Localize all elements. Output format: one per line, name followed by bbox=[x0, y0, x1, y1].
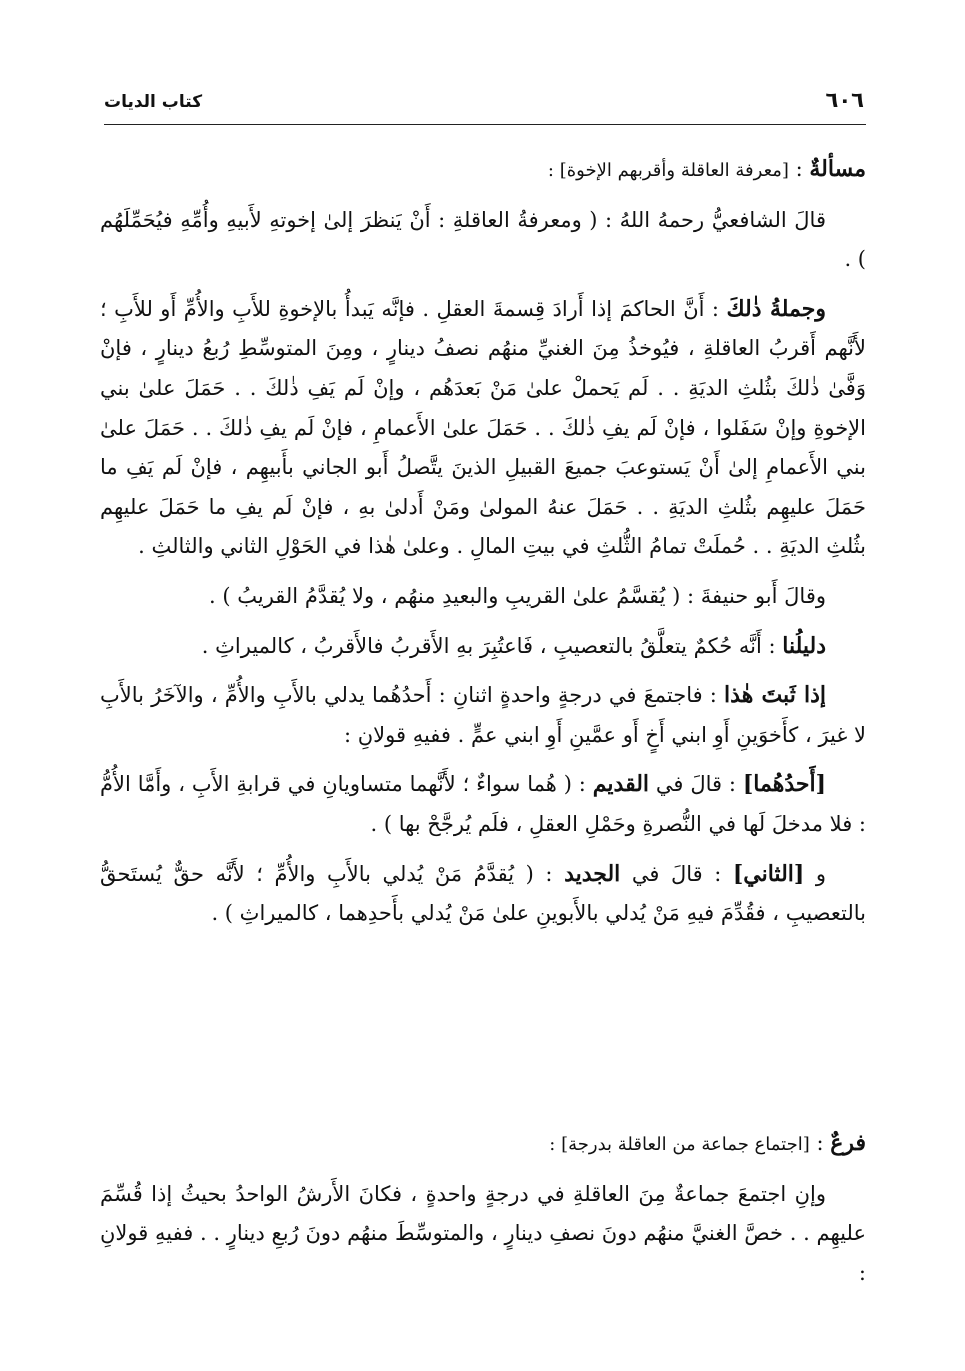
shafii-quote bbox=[100, 201, 866, 280]
running-header bbox=[104, 86, 864, 122]
branch-heading bbox=[100, 1124, 866, 1165]
first-opinion-old-view: القديم bbox=[592, 771, 650, 798]
summary-lead: وجملةُ ذٰلكَ bbox=[726, 295, 826, 322]
branch-topic: [اجتماع جماعة من العاقلة بدرجة] : bbox=[549, 1134, 810, 1155]
first-opinion-lead: [أَحدُهُما] bbox=[742, 771, 826, 798]
shafii-quote-text: قالَ الشافعيُّ رحمهُ اللهُ : ( ومعرفةُ العاقلةِ : أَنْ يَنظرَ إلىٰ إخوتهِ لأَبيهِ وأُمِّهِ فيُحَمِّلَهُم ) . bbox=[100, 207, 866, 272]
second-opinion-paragraph bbox=[100, 855, 866, 934]
established-lead: إذا ثَبتَ هٰذا bbox=[724, 682, 826, 709]
second-opinion-prefix: و bbox=[804, 861, 826, 886]
main-text bbox=[100, 150, 866, 944]
issue-separator: : bbox=[788, 157, 810, 181]
book-title: كتاب الديات bbox=[104, 92, 203, 112]
first-opinion-paragraph bbox=[100, 765, 866, 844]
evidence-text: : أَنَّه حُكمٌ يتعلَّقُ بالتعصيبِ ، فَاعتُبِرَ بهِ الأَقربُ فالأَقربُ ، كالميراثِ . bbox=[201, 633, 783, 658]
branch-text: وإنِ اجتمعَ جماعةٌ مِنَ العاقلةِ في درجةٍ واحدةٍ ، فكانَ الأَرشُ الواحدُ بحيثُ إذا قُسِّمَ عليهِم . . خصَّ الغنيَّ منهُم دونَ نصفِ دينارٍ ، والمتوسِّطَ منهُم دونَ رُبعِ دينارٍ . . ففيهِ قولانِ : bbox=[100, 1181, 866, 1285]
branch-section bbox=[100, 1124, 866, 1293]
page-number: ٦٠٦ bbox=[825, 88, 864, 112]
second-opinion-lead: [الثاني] bbox=[732, 860, 805, 887]
second-opinion-text: : ( يُقدَّمُ مَنْ يُدلي بالأَبِ والأُمِّ ؛ لأَنَّه حقٌّ يُستَحقُّ بالتعصيبِ ، فقُدِّمَ فيهِ مَنْ يُدلي بالأَبوينِ علىٰ مَنْ يُدلي بأَحدِهما ، كالميراثِ ) . bbox=[100, 861, 866, 926]
summary-text: : أَنَّ الحاكمَ إذا أَرادَ قِسمةَ العقلِ . فإنَّه يَبدأُ بالإخوةِ للأَبِ والأُمِّ أَو للأَبِ ؛ لأَنَّهم أَقربُ العاقلةِ ، فيُوخذُ مِنَ الغنيِّ منهُم نصفُ دينارٍ ، ومِنَ المتوسِّطِ رُبعُ دينارٍ ، فإنْ وَفَّىٰ ذٰلكَ بثُلثِ الديَةِ . . لَم يَحملْ علىٰ مَنْ بَعدَهُم ، وإنْ لَم يَفِ ذٰلكَ . . حَمَلَ علىٰ بني الإخوةِ وإنْ سَفَلوا ، فإنْ لَم يفِ ذٰلكَ . . حَمَلَ علىٰ الأَعمامِ ، فإنْ لَم يفِ ذٰلكَ . . حَمَلَ علىٰ بني الأَعمامِ إلىٰ أَنْ يَستوعبَ جميعَ القبيلِ الذينَ يتَّصلُ أَبو الجاني بأَبيهِم ، فإنْ لَم يَفِ ما حَمَلَ عليهِم بثُلثِ الديَةِ . . حَمَلَ عنهُ المولىٰ ومَنْ أَدلىٰ بهِ ، فإنْ لَم يفِ ما حَمَلَ عليهِم بثُلثِ الديَةِ . . حُملَتْ تمامُ الثُّلثِ في بيتِ المالِ . وعلىٰ هٰذا في الحَوْلِ الثاني والثالثِ . bbox=[100, 296, 866, 559]
second-opinion-mid: : قالَ في bbox=[620, 861, 733, 886]
issue-label: مسألةٌ bbox=[809, 156, 866, 182]
established-text: : فاجتمعَ في درجةٍ واحدةٍ اثنانِ : أَحدُهُما يدلي بالأَبِ والأُمِّ ، والآخَرُ بالأَبِ لا غيرَ ، كأَخوَينِ أَوِ ابني أَخٍ أَو عمَّينِ أَوِ ابني عمٍّ . ففيهِ قولانِ : bbox=[100, 683, 866, 747]
evidence-paragraph bbox=[100, 627, 866, 667]
established-paragraph bbox=[100, 676, 866, 755]
abu-hanifa-paragraph bbox=[100, 577, 866, 617]
first-opinion-text: : ( هُما سواءٌ ؛ لأَنَّهما متساويانِ في قرابةِ الأَبِ ، وأَمَّا الأُمُّ : فلا مدخلَ لَها في النُّصرةِ وحَمْلِ العقلِ ، فلَم يُرجَّحْ بها ) . bbox=[100, 772, 866, 836]
branch-label: فرعٌ bbox=[830, 1130, 866, 1156]
issue-topic: [معرفة العاقلة وأقربهم الإخوة] : bbox=[547, 160, 789, 181]
branch-paragraph bbox=[100, 1175, 866, 1294]
first-opinion-mid: : قالَ في bbox=[649, 772, 743, 797]
evidence-lead: دليلُنا bbox=[782, 632, 826, 659]
issue-heading bbox=[100, 150, 866, 191]
second-opinion-new-view: الجديد bbox=[564, 860, 621, 887]
summary-paragraph bbox=[100, 290, 866, 567]
branch-separator: : bbox=[809, 1131, 831, 1155]
header-rule bbox=[104, 124, 866, 125]
abu-hanifa-text: وقالَ أَبو حنيفةَ : ( يُقسَّمُ علىٰ القريبِ والبعيدِ منهُم ، ولا يُقدَّمُ القريبُ ) . bbox=[209, 583, 826, 608]
